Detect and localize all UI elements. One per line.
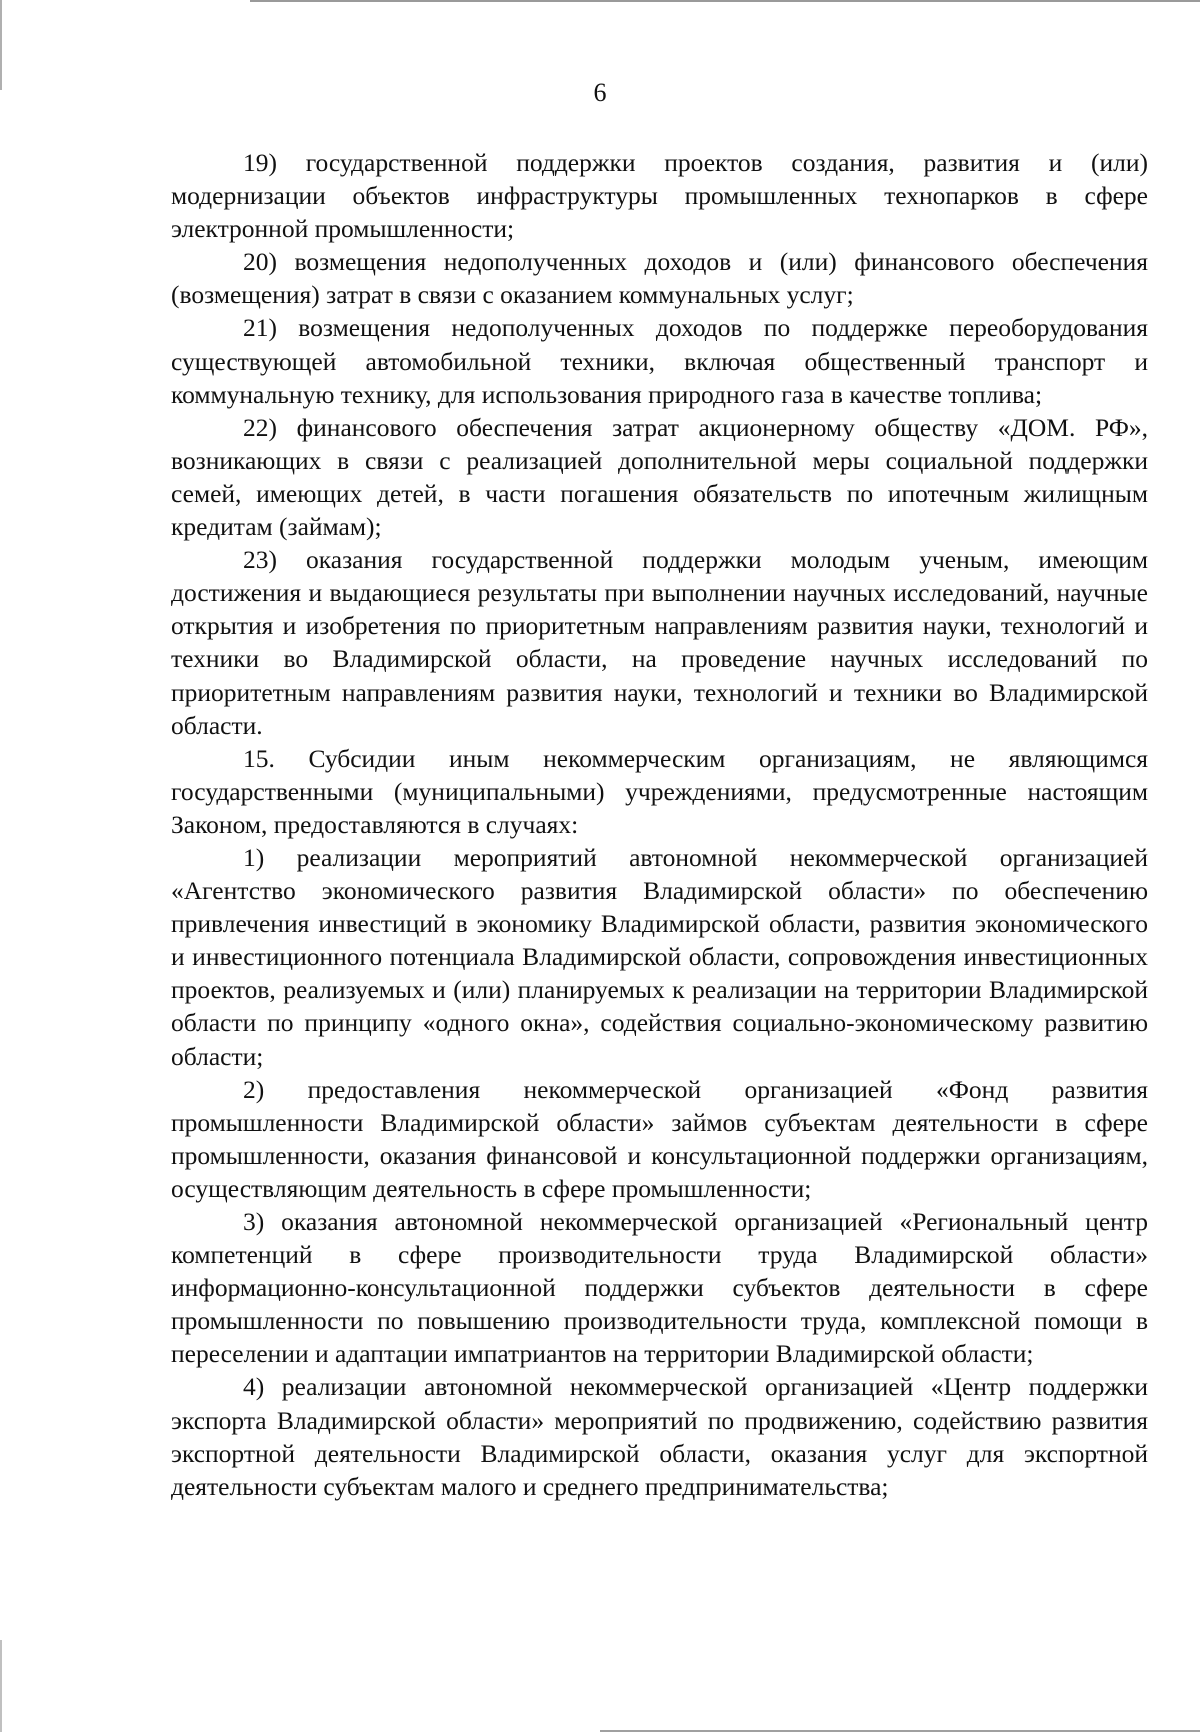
paragraph-item-1: 1) реализации мероприятий автономной некоммерческой организацией «Агентство экономического развития Владимирской области» по обеспечению привлечения инвестиций в экономику Владимирской области, развития экономического и инвестиционного потенциала Владимирской области, сопровождения инвестиционных проектов, реализуемых и (или) планируемых к реализации на территории Владимирской области по принципу «одного окна», содействия социально-экономическому развитию области; xyxy=(171,842,1148,1071)
scan-edge-left xyxy=(0,0,2,90)
paragraph-item-21: 21) возмещения недополученных доходов по поддержке переоборудования существующей автомобильной техники, включая общественный транспорт и коммунальную технику, для использования природного газа в качестве топлива; xyxy=(171,313,1148,409)
scan-edge-left-lower xyxy=(0,1640,2,1732)
paragraph-item-4: 4) реализации автономной некоммерческой организацией «Центр поддержки экспорта Владимирской области» мероприятий по продвижению, содействию развития экспортной деятельности Владимирской области, оказания услуг для экспортной деятельности субъектам малого и среднего предпринимательства; xyxy=(171,1372,1148,1501)
page-number: 6 xyxy=(593,78,607,107)
scan-edge-top xyxy=(250,0,1200,2)
paragraph-item-19: 19) государственной поддержки проектов создания, развития и (или) модернизации объектов инфраструктуры промышленных технопарков в сфере электронной промышленности; xyxy=(171,148,1148,244)
document-body xyxy=(171,146,1148,1503)
paragraph-item-2: 2) предоставления некоммерческой организацией «Фонд развития промышленности Владимирской области» займов субъектам деятельности в сфере промышленности, оказания финансовой и консультационной поддержки организациям, осуществляющим деятельность в сфере промышленности; xyxy=(171,1074,1148,1203)
paragraph-item-20: 20) возмещения недополученных доходов и (или) финансового обеспечения (возмещения) затрат в связи с оказанием коммунальных услуг; xyxy=(171,247,1148,310)
paragraph-section-15: 15. Субсидии иным некоммерческим организациям, не являющимся государственными (муниципальными) учреждениями, предусмотренные настоящим Законом, предоставляются в случаях: xyxy=(171,743,1148,839)
paragraph-item-3: 3) оказания автономной некоммерческой организацией «Региональный центр компетенций в сфере производительности труда Владимирской области» информационно-консультационной поддержки субъектов деятельности в сфере промышленности по повышению производительности труда, комплексной помощи в переселении и адаптации импатриантов на территории Владимирской области; xyxy=(171,1207,1148,1369)
paragraph-item-22: 22) финансового обеспечения затрат акционерному обществу «ДОМ. РФ», возникающих в связи с реализацией дополнительной меры социальной поддержки семей, имеющих детей, в части погашения обязательств по ипотечным жилищным кредитам (займам); xyxy=(171,412,1148,542)
paragraph-item-23: 23) оказания государственной поддержки молодым ученым, имеющим достижения и выдающиеся результаты при выполнении научных исследований, научные открытия и изобретения по приоритетным направлениям развития науки, технологий и техники во Владимирской области, на проведение научных исследований по приоритетным направлениям развития науки, технологий и техники во Владимирской области. xyxy=(171,545,1148,740)
